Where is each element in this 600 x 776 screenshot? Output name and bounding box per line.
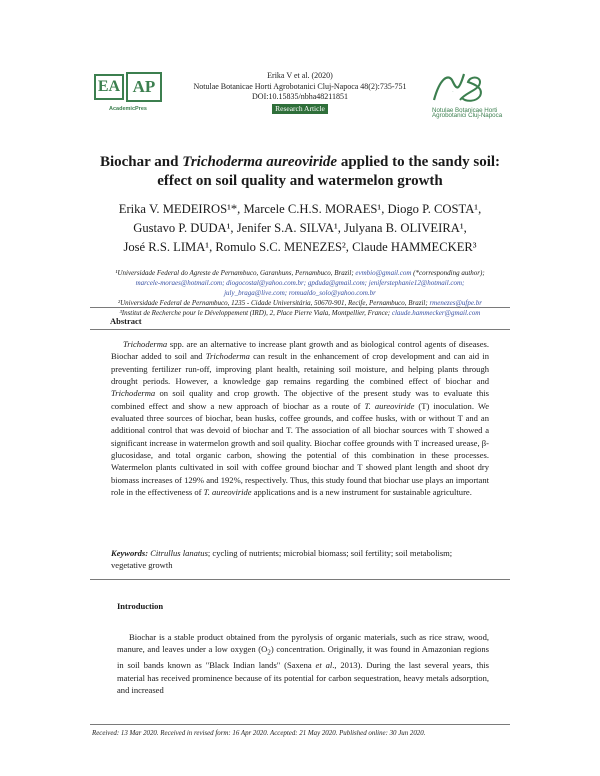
introduction-body bbox=[117, 631, 489, 696]
corresponding-note: (*corresponding author); bbox=[411, 269, 485, 277]
email-links[interactable]: marcele-moraes@hotmail.com; diogocostal@yahoo.com.br; gpduda@gmail.com; jeniferstephanie12@hotmail.com; bbox=[135, 279, 465, 287]
email-link[interactable]: claude.hammecker@gmail.com bbox=[391, 309, 481, 317]
intro-text: Biochar is a stable product obtained from the pyrolysis of organic materials, such as rice straw, wood, manure, and leaves under a low oxygen (O bbox=[117, 632, 489, 655]
authors-line1: Erika V. MEDEIROS¹*, Marcele C.H.S. MORAES¹, Diogo P. COSTA¹, bbox=[118, 202, 482, 216]
email-link[interactable]: evmbio@gmail.com bbox=[355, 269, 412, 277]
abstract-text: applications and is a new instrument for sustainable agriculture. bbox=[251, 487, 472, 498]
logo-ap-box: AP bbox=[126, 72, 162, 102]
divider bbox=[90, 329, 510, 330]
received-dates: Received: 13 Mar 2020. Received in revised form: 16 Apr 2020. Accepted: 21 May 2020. Published online: 30 Jun 2020. bbox=[92, 730, 426, 737]
citation-line: Erika V et al. (2020) bbox=[267, 71, 333, 80]
doi-line: DOI:10.15835/nbha48211851 bbox=[252, 92, 348, 101]
species-name: T. aureoviride bbox=[364, 400, 415, 411]
title-part1: Biochar and bbox=[99, 154, 183, 170]
affiliation-1: ¹Universidade Federal do Agreste de Pernambuco, Garanhuns, Pernambuco, Brazil; bbox=[115, 269, 356, 277]
academicpres-logo bbox=[94, 72, 162, 112]
article-type-badge: Research Article bbox=[272, 104, 328, 114]
nbha-caption-1: Notulae Botanicae Horti bbox=[432, 107, 498, 114]
subscript: 2 bbox=[267, 649, 271, 658]
nbha-caption-2: Agrobotanici Cluj-Napoca bbox=[432, 112, 503, 119]
nbha-monogram-icon bbox=[430, 70, 490, 104]
logo-caption: AcademicPres bbox=[109, 106, 147, 112]
affiliation-2: ²Universidade Federal de Pernambuco, 1235 - Cidade Universitária, 50670-901, Recife, Pernambuco, Brazil; bbox=[118, 299, 430, 307]
abstract-text: spp. are an alternative to increase plant growth and as biological control agents of diseases. Biochar added to soil and bbox=[111, 339, 489, 362]
email-link[interactable]: rmenezes@ufpe.br bbox=[429, 299, 482, 307]
species-name: T. aureoviride bbox=[203, 487, 252, 498]
author-list bbox=[60, 200, 540, 257]
abstract-text: (T) inoculation. We evaluated three sources of biochar, bean husks, coffee grounds, and coffee husks, with or without T and an additional control that was devoid of biochar and T. The association of all biochar sources with T showed a significant increase in watermelon growth and soil quality. Biochar coffee grounds with T increased urease, β-glucosidase, and total organic carbon, showing the potential of this combination in these processes. Watermelon plants cultivated in soil with coffee ground biochar and T showed plant length and shoot dry biomass increases of 129% and 192%, respectively. Thus, this study found that biochar use plays an important role in the effectiveness of bbox=[111, 400, 490, 498]
keywords-list: ; cycling of nutrients; microbial biomass; soil fertility; soil metabolism; vegetative growth bbox=[111, 548, 453, 571]
title-line2: effect on soil quality and watermelon growth bbox=[157, 173, 443, 189]
authors-line2: Gustavo P. DUDA¹, Jenifer S.A. SILVA¹, Julyana B. OLIVEIRA¹, bbox=[133, 221, 467, 235]
title-part2: applied to the sandy soil: bbox=[337, 154, 501, 170]
keyword-species: Citrullus lanatus bbox=[150, 548, 208, 558]
et-al: et al bbox=[315, 660, 333, 671]
logo-ea-box: EA bbox=[94, 74, 124, 100]
genus-name: Trichoderma bbox=[111, 388, 156, 399]
nbha-logo bbox=[430, 70, 510, 119]
divider bbox=[90, 579, 510, 580]
svg-text:NB: NB bbox=[452, 92, 454, 93]
abstract-body bbox=[111, 338, 489, 498]
journal-line: Notulae Botanicae Horti Agrobotanici Cluj-Napoca 48(2):735-751 bbox=[193, 81, 407, 91]
introduction-heading: Introduction bbox=[117, 601, 164, 611]
affiliations bbox=[70, 268, 530, 318]
journal-header bbox=[160, 71, 440, 114]
authors-line3: José R.S. LIMA¹, Romulo S.C. MENEZES², Claude HAMMECKER³ bbox=[123, 240, 477, 254]
title-species: Trichoderma aureoviride bbox=[182, 154, 338, 170]
footer-divider bbox=[90, 724, 510, 725]
abstract-text: on soil quality and crop growth. The objective of the present study was to evaluate this combined effect and show a new approach of biochar as a route of bbox=[111, 388, 489, 411]
email-links[interactable]: july_braga@live.com; romualdo_solo@yahoo.com.br bbox=[224, 289, 376, 297]
keywords-label: Keywords: bbox=[111, 548, 149, 558]
genus-name: Trichoderma bbox=[205, 351, 250, 362]
divider bbox=[90, 307, 510, 308]
paper-title bbox=[60, 153, 540, 191]
intro-text: ) concentration. Originally, it was found in Amazonian regions in soil bands known as "Black Indian lands" (Saxena bbox=[117, 644, 490, 671]
abstract-text: can result in the enhancement of crop development and can aid in preventing fertilizer run-off, improving plant health, retaining soil moisture, and helping plants through drought periods. However, a knowledge gap remains regarding the combined effect of biochar and bbox=[111, 351, 490, 387]
keywords bbox=[111, 547, 489, 572]
abstract-heading: Abstract bbox=[110, 316, 142, 326]
intro-text: ., 2013). During the last several years, this material has received prominence because of its potential for carbon sequestration, heavy metals adsorption, and increased bbox=[117, 660, 489, 696]
genus-name: Trichoderma bbox=[123, 339, 168, 349]
affiliation-3: ³Institut de Recherche pour le Développement (IRD), 2, Place Pierre Viala, Montpellier, France; bbox=[119, 309, 392, 317]
